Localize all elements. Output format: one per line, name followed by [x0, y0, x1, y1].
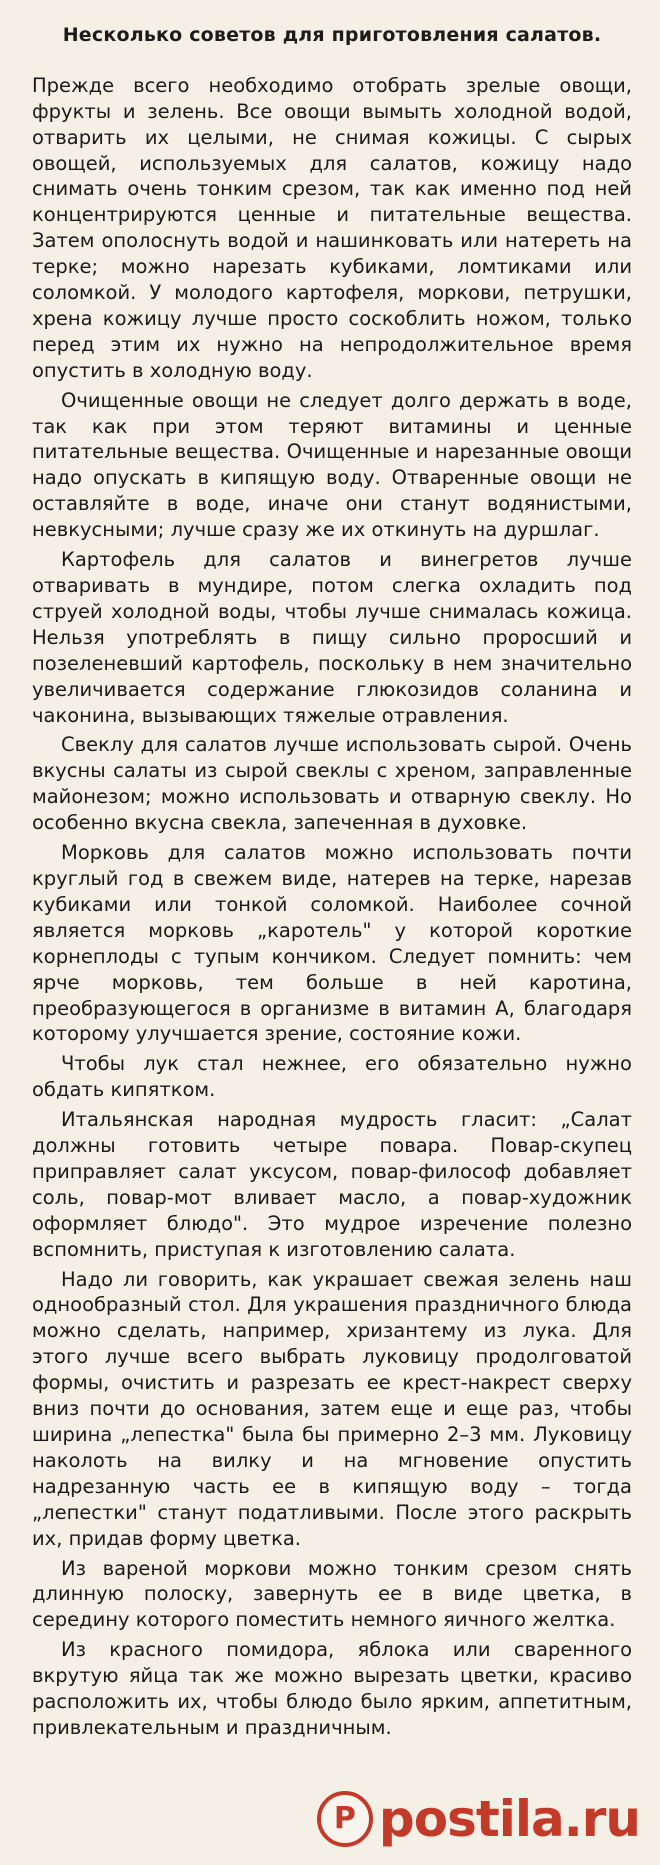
paragraph-potatoes: Картофель для салатов и винегретов лучше отваривать в мундире, потом слегка охладить под струей холодной воды, чтобы лучше снималась кожица. Нельзя употреблять в пищу сильно проросший и позеленевший картофель, поскольку в нем значительно увеличивается содержание глюкозидов соланина и чаконина, вызывающих тяжелые отравления. [32, 548, 632, 727]
paragraph-onion: Чтобы лук стал нежнее, его обязательно нужно обдать кипятком. [32, 1052, 632, 1102]
paragraph-tomato-flowers: Из красного помидора, яблока или сваренного вкрутую яйца так же можно вырезать цветки, красиво расположить их, чтобы блюдо было ярким, аппетитным, привлекательным и праздничным. [32, 1638, 632, 1739]
paragraph-preparation: Прежде всего необходимо отобрать зрелые овощи, фрукты и зелень. Все овощи вымыть холодной водой, отварить их целыми, не снимая кожицы. С сырых овощей, используемых для салатов, кожицу надо снимать очень тонким срезом, так как именно под ней концентрируются ценные и питательные вещества. Затем ополоснуть водой и нашинковать или натереть на терке; можно нарезать кубиками, ломтиками или соломкой. У молодого картофеля, моркови, петрушки, хрена кожицу лучше просто соскоблить ножом, только перед этим их нужно на непродолжительное время опустить в холодную воду. [32, 73, 632, 382]
paragraph-beets: Свеклу для салатов лучше использовать сырой. Очень вкусны салаты из сырой свеклы с хреном, заправленные майонезом; можно использовать и отварную свеклу. Но особенно вкусна свекла, запеченная в духовке. [32, 733, 632, 835]
paragraph-carrots: Морковь для салатов можно использовать почти круглый год в свежем виде, натерев на терке, нарезав кубиками или тонкой соломкой. Наиболее сочной является морковь „каротель" у которой короткие корнеплоды с тупым кончиком. Следует помнить: чем ярче морковь, тем больше в ней каротина, преобразующегося в организме в витамин А, благодаря которому улучшается зрение, состояние кожи. [32, 841, 632, 1046]
watermark-text: postila.ru [378, 1790, 640, 1848]
postila-logo-icon: P [317, 1791, 373, 1847]
paragraph-carrot-flower: Из вареной моркови можно тонким срезом снять длинную полоску, завернуть ее в виде цветка, в середину которого поместить немного яичного желтка. [32, 1556, 632, 1632]
paragraph-onion-chrysanthemum: Надо ли говорить, как украшает свежая зелень наш однообразный стол. Для украшения праздничного блюда можно сделать, например, хризантему из лука. Для этого лучше всего выбрать луковицу продолговатой формы, очистить и разрезать ее крест-накрест сверху вниз почти до основания, затем еще и еще раз, чтобы ширина „лепестка" была бы примерно 2–3 мм. Луковицу наколоть на вилку и на мгновение опустить надрезанную часть ее в кипящую воду – тогда „лепестки" станут податливыми. После этого раскрыть их, придав форму цветка. [32, 1267, 632, 1550]
page-title: Несколько советов для приготовления салатов. [62, 24, 602, 46]
paragraph-italian-wisdom: Итальянская народная мудрость гласит: „Салат должны готовить четыре повара. Повар-скупец приправляет салат уксусом, повар-философ добавляет соль, повар-мот вливает масло, а повар-художник оформляет блюдо". Это мудрое изречение полезно вспомнить, приступая к изготовлению салата. [32, 1108, 632, 1261]
article-body [32, 73, 632, 1741]
paragraph-peeled-vegetables: Очищенные овощи не следует долго держать в воде, так как при этом теряют витамины и ценные питательные вещества. Очищенные и нарезанные овощи надо опускать в кипящую воду. Отваренные овощи не оставляйте в воде, иначе они станут водянистыми, невкусными; лучше сразу же их откинуть на дуршлаг. [32, 388, 632, 542]
watermark [317, 1791, 640, 1847]
